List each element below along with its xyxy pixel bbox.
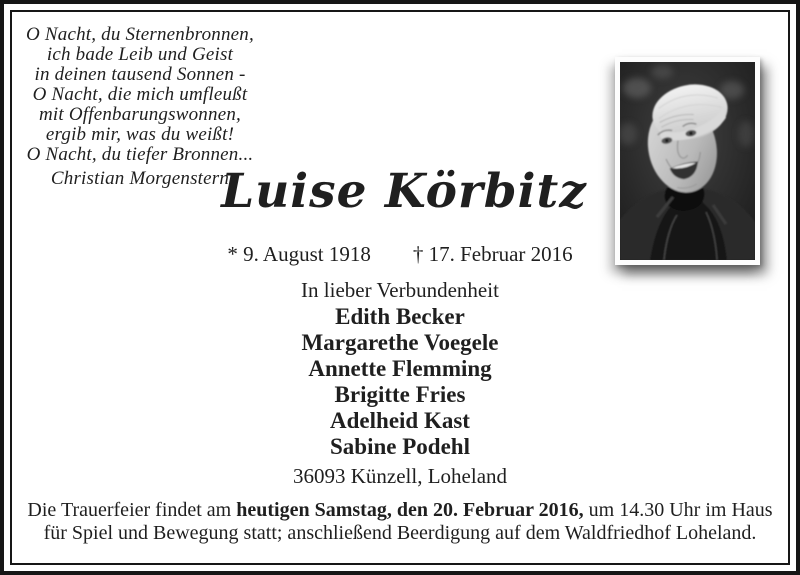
death-date: † 17. Februar 2016: [412, 242, 573, 266]
funeral-line-2: für Spiel und Bewegung statt; anschließend Beerdigung auf dem Waldfriedhof Loheland.: [43, 522, 757, 544]
funeral-text: Die Trauerfeier findet am: [27, 499, 237, 521]
funeral-date-bold: heutigen Samstag, den 20. Februar 2016,: [236, 499, 584, 521]
poem-line: O Nacht, du Sternenbronnen,: [26, 24, 254, 45]
mourner-name: Edith Becker: [335, 304, 465, 329]
mourner-name: Adelheid Kast: [330, 408, 470, 433]
funeral-notice: [4, 499, 796, 545]
life-dates: [4, 242, 796, 266]
poem-line: O Nacht, du tiefer Bronnen...: [26, 144, 254, 165]
address-line: 36093 Künzell, Loheland: [292, 464, 508, 488]
mourner-name: Margarethe Voegele: [301, 330, 499, 355]
intro-line: In lieber Verbundenheit: [301, 278, 499, 302]
poem-line: in deinen tausend Sonnen -: [34, 64, 246, 85]
poem-line: ich bade Leib und Geist: [46, 44, 234, 65]
poem-line: O Nacht, die mich umfleußt: [32, 84, 248, 105]
poem-author: Christian Morgenstern: [50, 168, 230, 189]
mourner-name: Sabine Podehl: [330, 434, 470, 459]
portrait-photo: [615, 57, 760, 265]
mourner-name: Brigitte Fries: [334, 382, 466, 407]
mourner-name: Annette Flemming: [308, 356, 492, 381]
portrait-illustration: [620, 62, 755, 260]
poem-line: ergib mir, was du weißt!: [45, 124, 235, 145]
poem-line: mit Offenbarungswonnen,: [39, 104, 241, 125]
birth-date: * 9. August 1918: [227, 242, 371, 266]
funeral-line-1: [4, 499, 796, 522]
mourners-list: [4, 304, 796, 460]
funeral-text: um 14.30 Uhr im Haus: [583, 499, 773, 521]
deceased-name: Luise Körbitz: [221, 164, 587, 219]
